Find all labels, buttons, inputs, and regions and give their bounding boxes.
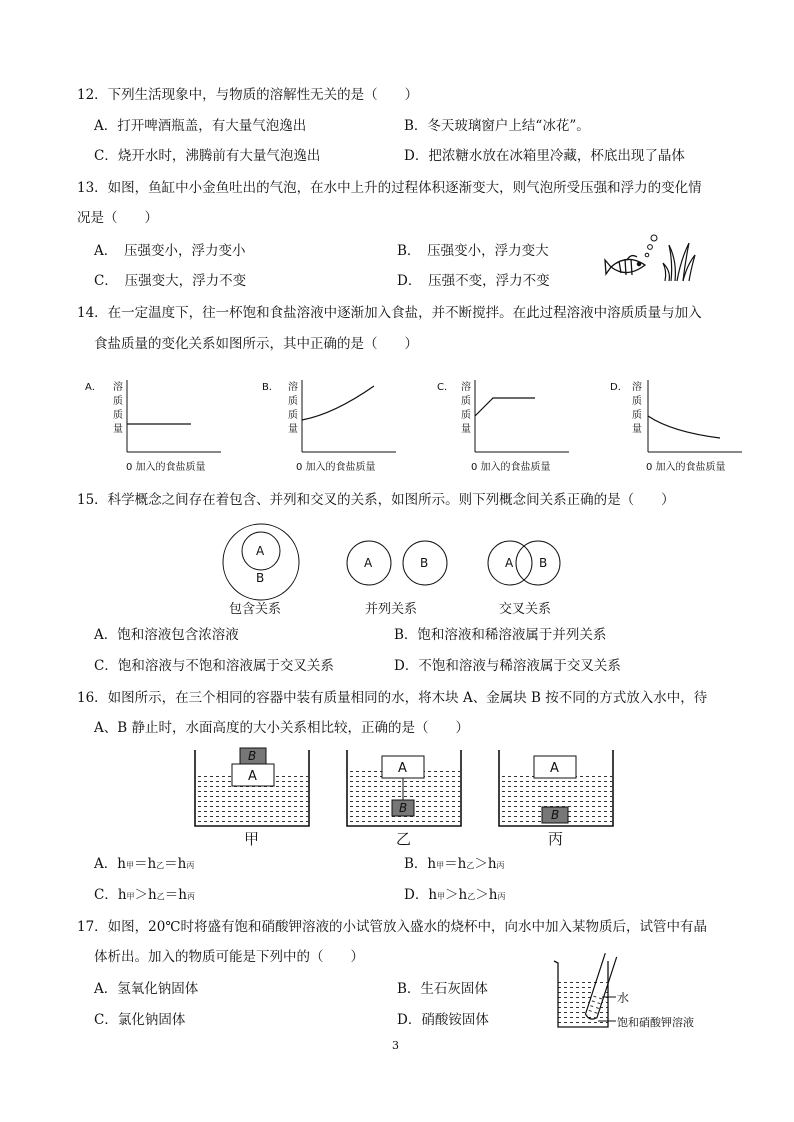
relation: ＞ <box>475 887 489 903</box>
subscript: 甲 <box>436 861 445 870</box>
h-symbol: h <box>488 887 498 903</box>
block-b-label: B <box>399 801 408 815</box>
venn-label-b: B <box>539 556 548 570</box>
graph-b-label: B． <box>262 382 279 393</box>
q17-option-c: C．氯化钠固体 <box>94 1012 186 1028</box>
q12-option-b: B．冬天玻璃窗户上结“冰花”。 <box>404 118 590 134</box>
caption-yi: 乙 <box>396 830 412 848</box>
h-symbol: h <box>117 887 127 903</box>
relation: ＞ <box>445 887 459 903</box>
subscript: 丙 <box>496 861 505 870</box>
subscript: 丙 <box>497 892 506 901</box>
subscript: 乙 <box>467 892 476 901</box>
graph-a-label: A． <box>85 382 102 393</box>
q13-option-a: A． 压强变小，浮力变小 <box>94 243 246 259</box>
block-a-label: A <box>248 769 257 784</box>
q17-option-d: D．硝酸铵固体 <box>397 1012 489 1028</box>
h-symbol: h <box>147 856 157 872</box>
beaker-test-tube-figure <box>552 955 732 1035</box>
subscript: 乙 <box>156 892 165 901</box>
q12-option-c: C．烧开水时，沸腾前有大量气泡逸出 <box>94 148 321 164</box>
relation: ＝ <box>133 856 148 872</box>
h-symbol: h <box>177 856 187 872</box>
block-a-label: A <box>550 761 559 776</box>
caption-parallel: 并列关系 <box>365 602 418 617</box>
fish-bubbles-figure <box>605 233 705 289</box>
graph-c <box>437 372 587 476</box>
y-label-char: 溶 <box>632 382 642 393</box>
block-a-label: A <box>398 761 407 776</box>
graph-b <box>262 372 412 476</box>
option-letter: D． <box>404 887 429 903</box>
h-symbol: h <box>178 887 187 903</box>
q13-stem-line2: 况是（ ） <box>77 210 158 226</box>
seaweed-icon <box>663 243 695 281</box>
curve-c <box>475 398 535 416</box>
block-b-label: B <box>551 808 560 822</box>
y-label-char: 溶 <box>288 382 298 393</box>
relation: ＝ <box>164 887 179 903</box>
y-label-char: 质 <box>113 410 123 421</box>
subscript: 乙 <box>466 861 475 870</box>
caption-cross: 交叉关系 <box>499 602 552 617</box>
q15-stem: 15．科学概念之间存在着包含、并列和交叉的关系，如图所示。则下列概念间关系正确的是（ ） <box>77 492 675 508</box>
graph-d <box>610 372 760 476</box>
y-label-char: 量 <box>113 424 123 435</box>
subscript: 丙 <box>186 892 195 901</box>
venn-label-a: A <box>364 556 373 570</box>
container-yi <box>344 744 466 848</box>
label-solution: 饱和硝酸钾溶液 <box>617 1016 694 1029</box>
option-letter: C． <box>94 887 118 903</box>
q16-option-a <box>94 855 194 875</box>
q13-option-d: D． 压强不变，浮力不变 <box>397 273 550 289</box>
q14-stem-line1: 14．在一定温度下，往一杯饱和食盐溶液中逐渐加入食盐，并不断搅拌。在此过程溶液中溶质质量与加入 <box>77 305 702 321</box>
q12-option-d: D．把浓糖水放在冰箱里冷藏，杯底出现了晶体 <box>404 148 685 164</box>
caption-jia: 甲 <box>244 830 260 848</box>
subscript: 丙 <box>186 861 195 870</box>
y-label-char: 量 <box>632 424 642 435</box>
q16-option-c <box>94 886 195 906</box>
x-label: 0 加入的食盐质量 <box>126 462 206 473</box>
venn-label-a: A <box>505 556 514 570</box>
graph-d-label: D． <box>610 382 628 393</box>
q15-option-d: D．不饱和溶液与稀溶液属于交叉关系 <box>394 658 621 674</box>
venn-label-b: B <box>256 571 265 585</box>
graph-a <box>85 372 235 476</box>
h-symbol: h <box>487 856 497 872</box>
relation: ＝ <box>164 856 178 872</box>
q17-option-a: A．氢氧化钠固体 <box>94 981 199 997</box>
y-label-char: 量 <box>461 424 471 435</box>
q17-stem-line2: 体析出。加入的物质可能是下列中的（ ） <box>94 949 364 965</box>
caption-contain: 包含关系 <box>229 602 282 617</box>
y-label-char: 质 <box>632 410 642 421</box>
subscript: 甲 <box>437 892 446 901</box>
q12-stem: 12．下列生活现象中，与物质的溶解性无关的是（ ） <box>77 87 419 103</box>
h-symbol: h <box>428 887 438 903</box>
y-label-char: 溶 <box>461 382 471 393</box>
curve-d <box>648 416 720 438</box>
venn-label-b: B <box>420 556 429 570</box>
q13-option-b: B． 压强变小，浮力变大 <box>397 243 549 259</box>
contain-relation-diagram <box>223 524 299 617</box>
y-label-char: 质 <box>632 396 642 407</box>
block-b-label: B <box>248 749 257 763</box>
caption-bing: 丙 <box>548 830 564 848</box>
y-label-char: 质 <box>113 396 123 407</box>
page-number: 3 <box>392 1039 399 1052</box>
relation: ＝ <box>444 856 458 872</box>
q16-stem-line2: A、B 静止时，水面高度的大小关系相比较，正确的是（ ） <box>94 720 469 736</box>
q15-option-b: B．饱和溶液和稀溶液属于并列关系 <box>394 627 607 643</box>
y-label-char: 质 <box>288 410 298 421</box>
relation: ＞ <box>474 856 488 872</box>
option-letter: B． <box>404 856 428 872</box>
container-bing <box>496 744 618 848</box>
q17-stem-line1: 17．如图，20℃时将盛有饱和硝酸钾溶液的小试管放入盛水的烧杯中，向水中加入某物质后，试管中有晶 <box>77 919 707 935</box>
venn-label-a: A <box>256 544 265 558</box>
q15-option-a: A．饱和溶液包含浓溶液 <box>94 627 239 643</box>
curve-b <box>302 386 374 420</box>
venn-diagrams <box>215 520 595 618</box>
h-symbol: h <box>117 856 126 872</box>
container-jia <box>192 744 314 848</box>
subscript: 乙 <box>156 861 165 870</box>
graph-c-label: C． <box>437 382 454 393</box>
h-symbol: h <box>427 856 437 872</box>
x-label: 0 加入的食盐质量 <box>296 462 376 473</box>
q13-option-c: C． 压强变大，浮力不变 <box>94 273 247 289</box>
parallel-relation-diagram <box>347 541 447 617</box>
y-label-char: 量 <box>288 424 298 435</box>
q14-stem-line2: 食盐质量的变化关系如图所示，其中正确的是（ ） <box>94 336 418 352</box>
h-symbol: h <box>148 887 157 903</box>
option-letter: A． <box>94 856 118 872</box>
h-symbol: h <box>458 887 468 903</box>
q16-stem-line1: 16．如图所示，在三个相同的容器中装有质量相同的水，将木块 A、金属块 B 按不同的方式放入水中，待 <box>77 690 708 706</box>
y-label-char: 质 <box>461 396 471 407</box>
q13-stem-line1: 13．如图，鱼缸中小金鱼吐出的气泡，在水中上升的过程体积逐渐变大，则气泡所受压强和浮力的变化情 <box>77 180 702 196</box>
y-label-char: 溶 <box>113 382 123 393</box>
relation: ＞ <box>134 887 149 903</box>
y-label-char: 质 <box>461 410 471 421</box>
h-symbol: h <box>457 856 467 872</box>
q12-option-a: A．打开啤酒瓶盖，有大量气泡逸出 <box>94 118 307 134</box>
label-water: 水 <box>617 991 630 1005</box>
q16-option-d <box>404 886 505 906</box>
y-label-char: 质 <box>288 396 298 407</box>
fish-icon <box>605 256 645 275</box>
x-label: 0 加入的食盐质量 <box>646 462 726 473</box>
cross-relation-diagram <box>488 541 560 617</box>
bubbles-icon <box>645 235 657 257</box>
x-label: 0 加入的食盐质量 <box>471 462 551 473</box>
q16-option-b <box>404 855 505 875</box>
subscript: 甲 <box>126 892 135 901</box>
subscript: 甲 <box>125 861 134 870</box>
q17-option-b: B．生石灰固体 <box>397 981 488 997</box>
q15-option-c: C．饱和溶液与不饱和溶液属于交叉关系 <box>94 658 334 674</box>
